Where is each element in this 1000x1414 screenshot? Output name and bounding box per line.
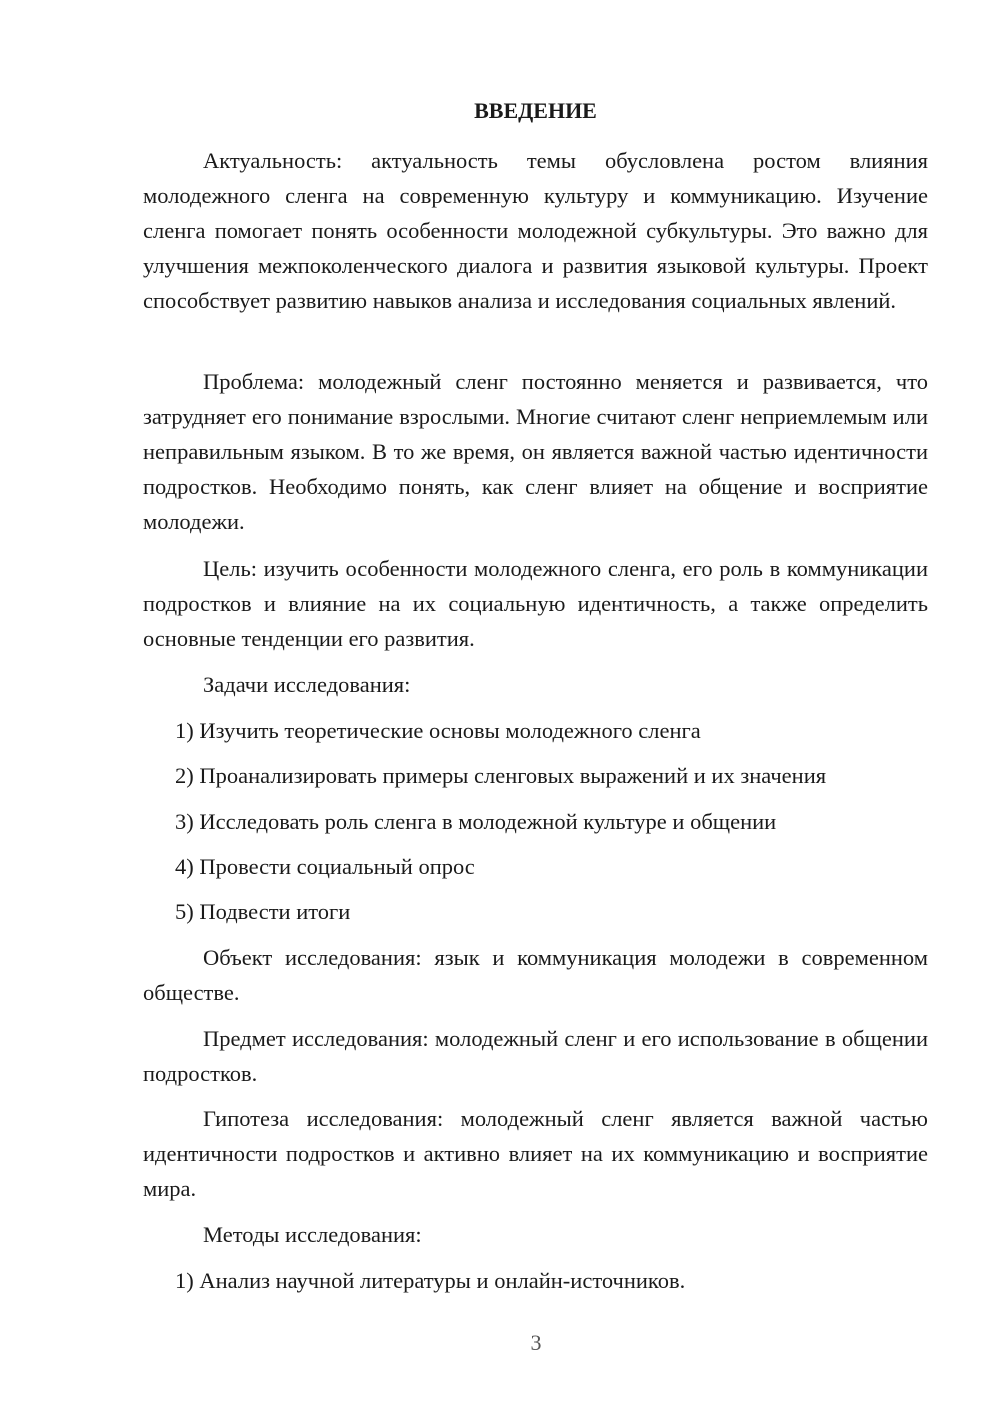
list-item-task-2: 2) Проанализировать примеры сленговых выражений и их значения xyxy=(175,763,827,788)
list-item-task-4: 4) Провести социальный опрос xyxy=(175,854,475,879)
paragraph-hypothesis: Гипотеза исследования: молодежный сленг является важной частью идентичности подростков и активно влияет на их коммуникацию и восприятие мира. xyxy=(143,1106,928,1201)
page-number: 3 xyxy=(530,1330,542,1355)
list-item-task-1: 1) Изучить теоретические основы молодежного сленга xyxy=(175,718,701,743)
section-heading: ВВЕДЕНИЕ xyxy=(474,98,597,123)
paragraph-problem: Проблема: молодежный сленг постоянно меняется и развивается, что затрудняет его понимание взрослыми. Многие считают сленг неприемлемым или неправильным языком. В то же время, он является важной частью идентичности подростков. Необходимо понять, как сленг влияет на общение и восприятие молодежи. xyxy=(143,369,928,534)
list-item-task-3: 3) Исследовать роль сленга в молодежной культуре и общении xyxy=(175,809,777,834)
list-item-method-1: 1) Анализ научной литературы и онлайн-источников. xyxy=(175,1268,686,1293)
tasks-heading: Задачи исследования: xyxy=(203,672,411,697)
paragraph-relevance: Актуальность: актуальность темы обусловлена ростом влияния молодежного сленга на современную культуру и коммуникацию. Изучение сленга помогает понять особенности молодежной субкультуры. Это важно для улучшения межпоколенческого диалога и развития языковой культуры. Проект способствует развитию навыков анализа и исследования социальных явлений. xyxy=(143,148,928,313)
paragraph-object: Объект исследования: язык и коммуникация молодежи в современном обществе. xyxy=(143,945,928,1005)
paragraph-subject: Предмет исследования: молодежный сленг и его использование в общении подростков. xyxy=(143,1026,928,1086)
list-item-task-5: 5) Подвести итоги xyxy=(175,899,351,924)
methods-heading: Методы исследования: xyxy=(203,1222,422,1247)
paragraph-goal: Цель: изучить особенности молодежного сленга, его роль в коммуникации подростков и влияние на их социальную идентичность, а также определить основные тенденции его развития. xyxy=(143,556,928,651)
